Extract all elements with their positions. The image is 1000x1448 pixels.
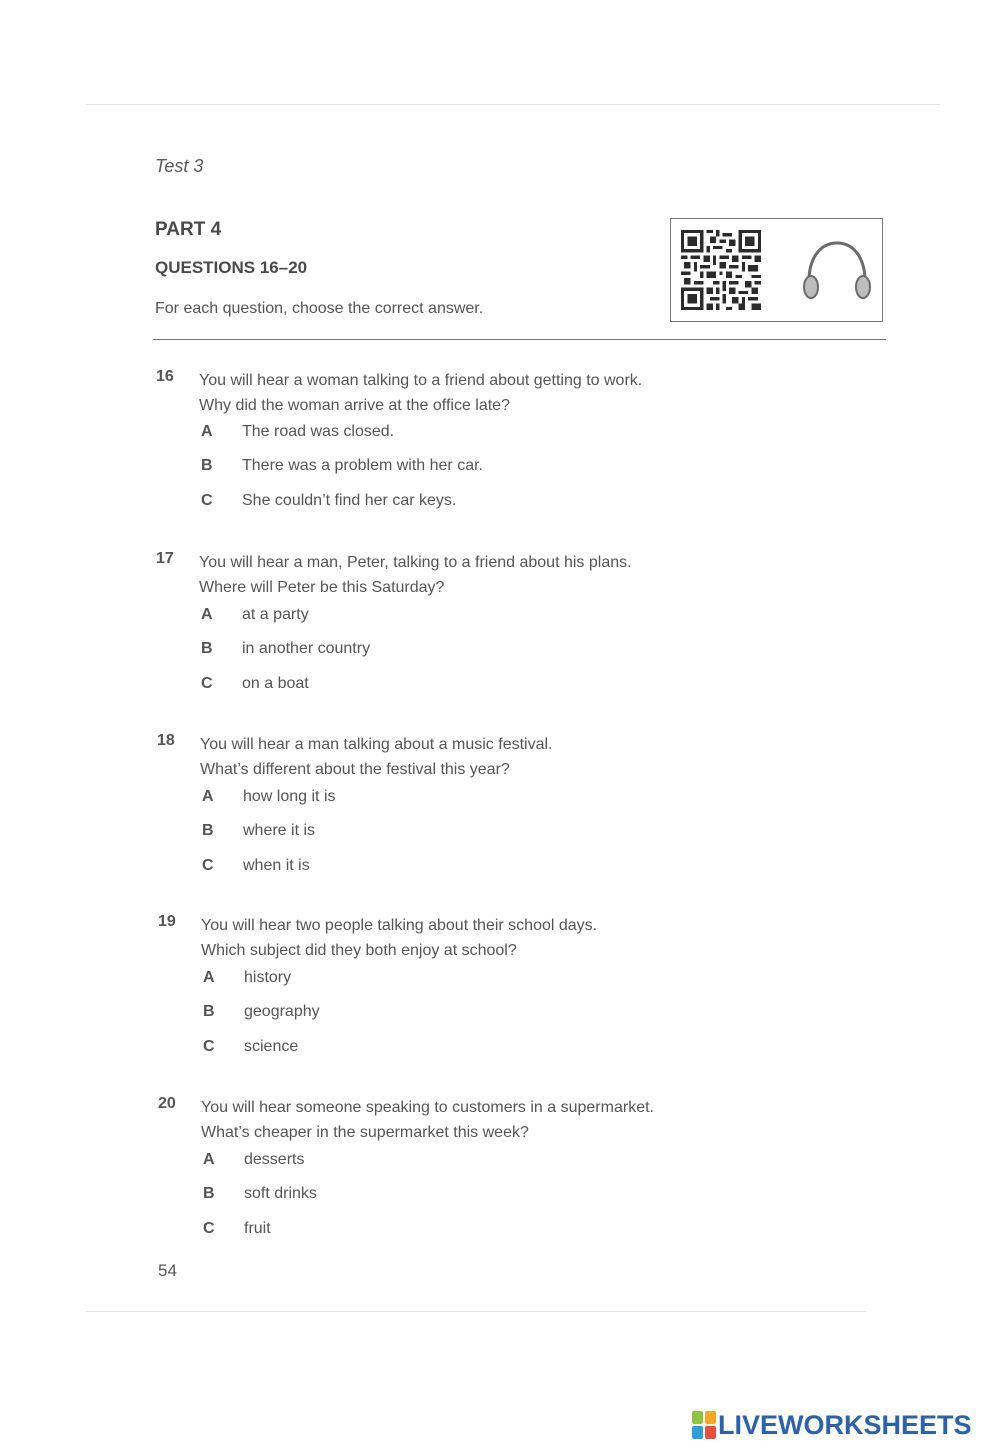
- option-letter: A: [203, 969, 215, 986]
- question-text: [199, 550, 632, 600]
- option-text: history: [244, 969, 292, 986]
- test-label: Test 3: [155, 156, 204, 176]
- header-divider: [153, 339, 886, 340]
- question-number: 20: [158, 1095, 176, 1112]
- instruction-text: For each question, choose the correct answer.: [155, 300, 484, 317]
- option-letter: A: [202, 788, 214, 805]
- headphones-icon[interactable]: [799, 237, 875, 307]
- question-line-2: Which subject did they both enjoy at school?: [201, 942, 517, 959]
- liveworksheets-logo[interactable]: [692, 1407, 972, 1443]
- brand-name: LIVEWORKSHEETS: [718, 1409, 972, 1440]
- audio-box[interactable]: [670, 218, 883, 322]
- page-number: 54: [158, 1261, 177, 1280]
- option-text: on a boat: [242, 675, 309, 692]
- question-number: 18: [157, 732, 175, 749]
- question-line-1: You will hear two people talking about their school days.: [201, 917, 598, 934]
- option-letter: B: [202, 822, 214, 839]
- question-number: 19: [158, 913, 176, 930]
- question-number: 16: [156, 368, 174, 385]
- option-text: geography: [244, 1003, 320, 1020]
- question-line-1: You will hear a woman talking to a friend about getting to work.: [199, 372, 643, 389]
- question-line-2: Where will Peter be this Saturday?: [199, 579, 445, 596]
- question-line-1: You will hear a man talking about a music festival.: [200, 736, 553, 753]
- question-number: 17: [156, 550, 174, 567]
- question-text: [200, 732, 552, 782]
- option-text: She couldn’t find her car keys.: [242, 492, 457, 509]
- qr-code-icon[interactable]: [681, 230, 761, 310]
- question-line-2: What’s different about the festival this year?: [200, 761, 510, 778]
- questions-title: QUESTIONS 16–20: [155, 258, 308, 277]
- part-title: PART 4: [155, 219, 222, 240]
- option-text: fruit: [244, 1220, 271, 1237]
- question-text: [201, 913, 597, 963]
- option-letter: A: [201, 606, 213, 623]
- option-letter: C: [201, 492, 213, 509]
- option-text: The road was closed.: [242, 423, 395, 440]
- option-letter: B: [201, 640, 213, 657]
- option-letter: C: [203, 1220, 215, 1237]
- option-text: science: [244, 1038, 299, 1055]
- top-divider: [86, 104, 940, 105]
- question-text: [201, 1095, 654, 1145]
- option-letter: A: [201, 423, 213, 440]
- option-text: desserts: [244, 1151, 305, 1168]
- question-line-1: You will hear a man, Peter, talking to a friend about his plans.: [199, 554, 632, 571]
- option-text: when it is: [243, 857, 310, 874]
- question-line-2: What’s cheaper in the supermarket this week?: [201, 1124, 529, 1141]
- option-text: where it is: [243, 822, 316, 839]
- option-letter: B: [203, 1003, 215, 1020]
- option-letter: C: [202, 857, 214, 874]
- liveworksheets-icon: [692, 1411, 716, 1439]
- option-letter: C: [203, 1038, 215, 1055]
- question-line-1: You will hear someone speaking to customers in a supermarket.: [201, 1099, 654, 1116]
- question-line-2: Why did the woman arrive at the office late?: [199, 397, 510, 414]
- option-letter: A: [203, 1151, 215, 1168]
- option-text: in another country: [242, 640, 371, 657]
- option-letter: B: [201, 457, 213, 474]
- option-text: how long it is: [243, 788, 336, 805]
- bottom-divider: [86, 1311, 866, 1312]
- option-letter: C: [201, 675, 213, 692]
- option-letter: B: [203, 1185, 215, 1202]
- option-text: soft drinks: [244, 1185, 317, 1202]
- option-text: There was a problem with her car.: [242, 457, 483, 474]
- option-text: at a party: [242, 606, 309, 623]
- question-text: [199, 368, 642, 418]
